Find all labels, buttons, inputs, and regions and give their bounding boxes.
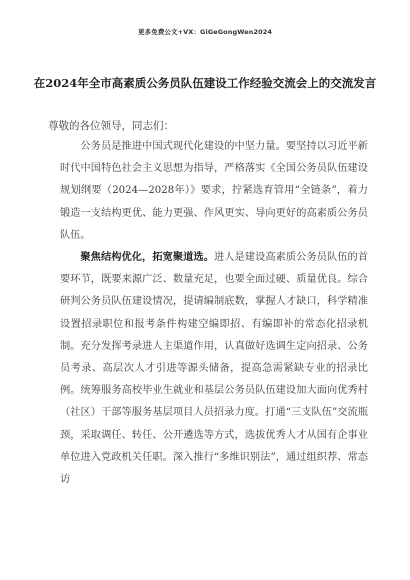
paragraph-intro — [60, 136, 368, 247]
paragraph-intro-text: 公务员是推进中国式现代化建设的中坚力量。要坚持以习近平新时代中国特色社会主义思想为指导，严格落实《全国公务员队伍建设规划纲要（2024—2028年）》要求，拧紧选育管用“全链条”，着力锻造一支结构更优、能力更强、作风更实、导向更好的高素质公务员队伍。 — [60, 141, 368, 241]
document-title: 在2024年全市高素质公务员队伍建设工作经验交流会上的交流发言 — [33, 76, 377, 90]
paragraph-structure-optimization — [60, 246, 368, 491]
header-note: 更多免费公文+VX：GiGeGongWen2024 — [138, 28, 272, 36]
greeting: 尊敬的各位领导，同志们： — [48, 120, 174, 132]
paragraph-structure-text: 进人是建设高素质公务员队伍的首要环节，既要来源广泛、数量充足，也要全面过硬、质量优良。综合研判公务员队伍建设情况，提请编制底数，掌握人才缺口，科学精准设置招录职位和报考条件构建空编即招、有编即补的常态化招录机制。充分发挥考录进人主渠道作用，认真做好选调生定向招录、公务员考录、高层次人才引进等源头储备，提高急需紧缺专业的招录比例。统筹服务高校毕业生就业和基层公务员队伍建设加大面向优秀村（社区）干部等服务基层项目人员招录力度。打通“三支队伍”交流瓶颈，采取调任、转任、公开遴选等方式，选拔优秀人才从国有企事业单位进入党政机关任职。深入推行“多维识别法”，通过组织荐、常态访 — [60, 252, 369, 486]
paragraph-lead-heading: 聚焦结构优化，拓宽聚道选。 — [80, 251, 214, 263]
